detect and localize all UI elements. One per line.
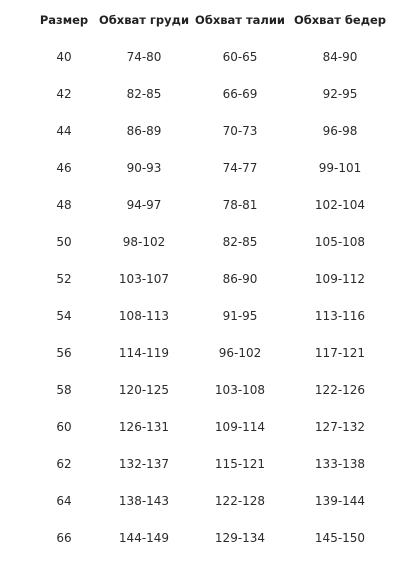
table-row	[0, 491, 416, 511]
size-cell: 64	[56, 494, 72, 508]
table-row	[0, 158, 416, 178]
size-cell: 60	[56, 420, 72, 434]
waist-cell: 60-65	[222, 50, 258, 64]
chest-cell: 114-119	[118, 346, 170, 360]
hips-cell: 113-116	[314, 309, 366, 323]
header-size: Размер	[39, 13, 89, 27]
chest-cell: 132-137	[118, 457, 170, 471]
table-header-row	[0, 10, 416, 30]
header-hips: Обхват бедер	[293, 13, 387, 27]
waist-cell: 82-85	[222, 235, 258, 249]
chest-cell: 126-131	[118, 420, 170, 434]
table-row	[0, 47, 416, 67]
hips-cell: 127-132	[314, 420, 366, 434]
size-cell: 54	[56, 309, 72, 323]
size-cell: 52	[56, 272, 72, 286]
hips-cell: 145-150	[314, 531, 366, 545]
waist-cell: 96-102	[218, 346, 262, 360]
table-row	[0, 380, 416, 400]
hips-cell: 96-98	[322, 124, 358, 138]
hips-cell: 133-138	[314, 457, 366, 471]
hips-cell: 105-108	[314, 235, 366, 249]
chest-cell: 90-93	[126, 161, 162, 175]
chest-cell: 120-125	[118, 383, 170, 397]
size-cell: 44	[56, 124, 72, 138]
chest-cell: 103-107	[118, 272, 170, 286]
chest-cell: 86-89	[126, 124, 162, 138]
table-row	[0, 195, 416, 215]
size-cell: 56	[56, 346, 72, 360]
waist-cell: 86-90	[222, 272, 258, 286]
chest-cell: 74-80	[126, 50, 162, 64]
waist-cell: 103-108	[214, 383, 266, 397]
waist-cell: 109-114	[214, 420, 266, 434]
table-row	[0, 417, 416, 437]
waist-cell: 66-69	[222, 87, 258, 101]
chest-cell: 94-97	[126, 198, 162, 212]
size-cell: 40	[56, 50, 72, 64]
waist-cell: 70-73	[222, 124, 258, 138]
waist-cell: 74-77	[222, 161, 258, 175]
hips-cell: 102-104	[314, 198, 366, 212]
size-cell: 50	[56, 235, 72, 249]
size-cell: 46	[56, 161, 72, 175]
hips-cell: 92-95	[322, 87, 358, 101]
table-row	[0, 454, 416, 474]
hips-cell: 84-90	[322, 50, 358, 64]
chest-cell: 144-149	[118, 531, 170, 545]
waist-cell: 91-95	[222, 309, 258, 323]
waist-cell: 115-121	[214, 457, 266, 471]
table-row	[0, 269, 416, 289]
chest-cell: 138-143	[118, 494, 170, 508]
waist-cell: 122-128	[214, 494, 266, 508]
waist-cell: 78-81	[222, 198, 258, 212]
chest-cell: 98-102	[122, 235, 166, 249]
hips-cell: 122-126	[314, 383, 366, 397]
size-cell: 62	[56, 457, 72, 471]
table-row	[0, 306, 416, 326]
table-row	[0, 232, 416, 252]
size-cell: 48	[56, 198, 72, 212]
header-waist: Обхват талии	[195, 13, 285, 27]
chest-cell: 82-85	[126, 87, 162, 101]
waist-cell: 129-134	[214, 531, 266, 545]
hips-cell: 109-112	[314, 272, 366, 286]
header-chest: Обхват груди	[98, 13, 189, 27]
hips-cell: 117-121	[314, 346, 366, 360]
size-cell: 58	[56, 383, 72, 397]
chest-cell: 108-113	[118, 309, 170, 323]
size-cell: 42	[56, 87, 72, 101]
hips-cell: 139-144	[314, 494, 366, 508]
table-row	[0, 343, 416, 363]
table-row	[0, 84, 416, 104]
table-row	[0, 121, 416, 141]
hips-cell: 99-101	[318, 161, 362, 175]
table-row	[0, 528, 416, 548]
size-cell: 66	[56, 531, 72, 545]
